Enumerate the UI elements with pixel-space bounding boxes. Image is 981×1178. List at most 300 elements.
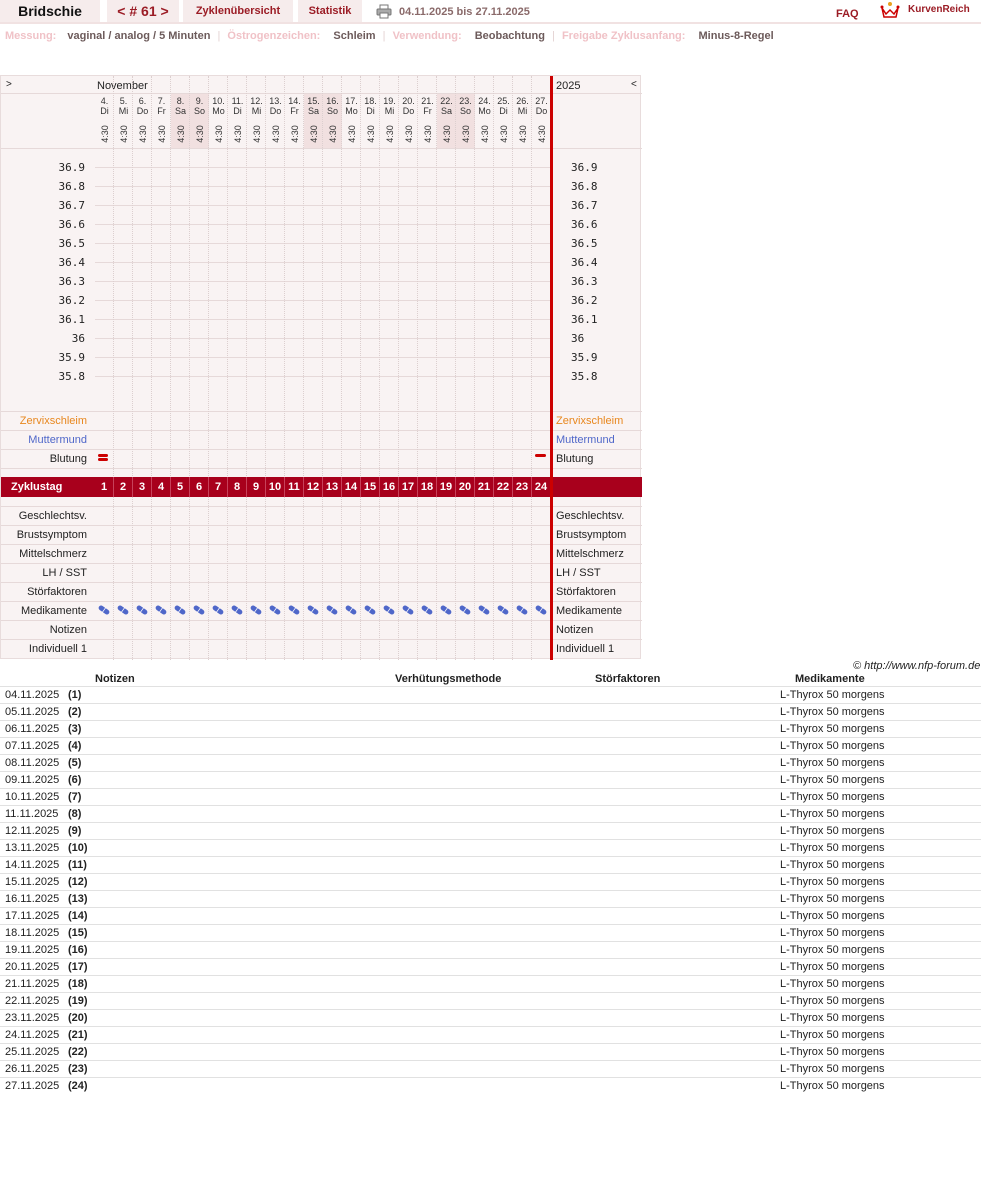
today-divider	[550, 76, 553, 660]
row-date: 18.11.2025	[5, 927, 60, 939]
day-column[interactable]	[304, 76, 323, 660]
bleeding-mark[interactable]	[98, 458, 108, 461]
row-medication: L-Thyrox 50 morgens	[780, 808, 885, 820]
header-medication: Medikamente	[795, 673, 865, 685]
day-number: 24.	[478, 96, 491, 106]
row-date: 12.11.2025	[5, 825, 60, 837]
pill-icon[interactable]	[211, 605, 225, 615]
row-label-right: Blutung	[556, 453, 594, 465]
table-row[interactable]	[0, 788, 981, 805]
row-label-right: Geschlechtsv.	[556, 510, 625, 522]
weekday: Do	[402, 106, 415, 116]
day-column[interactable]	[475, 76, 494, 660]
cycle-day-number[interactable]: 17	[399, 477, 418, 497]
row-cycle-day: (5)	[68, 757, 82, 769]
day-number: 5.	[119, 96, 128, 106]
day-column[interactable]	[437, 76, 456, 660]
row-medication: L-Thyrox 50 morgens	[780, 1080, 885, 1092]
weekday: So	[326, 106, 338, 116]
row-cycle-day: (11)	[68, 859, 87, 871]
row-cycle-day: (15)	[68, 927, 88, 939]
day-column[interactable]	[152, 76, 171, 660]
measure-time	[342, 122, 361, 146]
weekday: Mo	[212, 106, 225, 116]
row-label-right: Muttermund	[556, 434, 615, 446]
row-date: 14.11.2025	[5, 859, 60, 871]
cycle-day-number[interactable]: 7	[209, 477, 228, 497]
day-column[interactable]	[418, 76, 437, 660]
estrogen-value: Schleim	[333, 30, 376, 42]
temp-label-left: 35.9	[58, 351, 85, 364]
row-cycle-day: (18)	[68, 978, 88, 990]
header-disturbances: Störfaktoren	[595, 673, 661, 685]
cycle-day-number[interactable]: 24	[532, 477, 551, 497]
pill-icon[interactable]	[135, 605, 149, 615]
pill-icon[interactable]	[534, 605, 548, 615]
separator: |	[552, 30, 555, 42]
row-cycle-day: (23)	[68, 1063, 88, 1075]
measure-time-text: 4:30	[194, 125, 205, 143]
separator: |	[217, 30, 221, 42]
row-date: 07.11.2025	[5, 740, 60, 752]
cycle-day-number[interactable]: 2	[114, 477, 133, 497]
day-column[interactable]	[380, 76, 399, 660]
row-label-right: Notizen	[556, 624, 594, 636]
top-navigation-bar	[0, 0, 981, 24]
weekday: So	[459, 106, 471, 116]
weekday: Mi	[517, 106, 528, 116]
row-label-left: Mittelschmerz	[19, 548, 87, 560]
table-row[interactable]	[0, 720, 981, 737]
temp-label-right: 36.9	[571, 161, 598, 174]
table-row[interactable]	[0, 686, 981, 703]
row-date: 13.11.2025	[5, 842, 60, 854]
weekday: Sa	[174, 106, 186, 116]
row-label-left: Blutung	[49, 453, 87, 465]
pill-icon[interactable]	[496, 605, 510, 615]
cycle-day-number[interactable]: 4	[152, 477, 171, 497]
row-date: 23.11.2025	[5, 1012, 60, 1024]
measure-time	[209, 122, 228, 146]
measure-time-text: 4:30	[498, 125, 509, 143]
row-medication: L-Thyrox 50 morgens	[780, 859, 885, 871]
cycle-day-number[interactable]: 12	[304, 477, 323, 497]
table-row[interactable]	[0, 941, 981, 958]
day-columns	[95, 76, 551, 660]
row-cycle-day: (17)	[68, 961, 88, 973]
day-number: 25.	[497, 96, 510, 106]
row-label-right: Medikamente	[556, 605, 623, 617]
temp-label-left: 36.3	[58, 275, 85, 288]
measure-time	[380, 122, 399, 146]
weekday: Di	[233, 106, 242, 116]
row-date: 25.11.2025	[5, 1046, 60, 1058]
measure-time	[494, 122, 513, 146]
temp-label-left: 36.6	[58, 218, 85, 231]
temp-label-right: 36.8	[571, 180, 598, 193]
day-column[interactable]	[532, 76, 551, 660]
temp-label-right: 35.8	[571, 370, 598, 383]
weekday: Fr	[290, 106, 299, 116]
pill-icon[interactable]	[173, 605, 187, 615]
row-date: 15.11.2025	[5, 876, 60, 888]
measure-time-text: 4:30	[365, 125, 376, 143]
weekday: Fr	[423, 106, 432, 116]
day-column[interactable]	[285, 76, 304, 660]
weekday: Di	[366, 106, 375, 116]
header-notes: Notizen	[95, 673, 135, 685]
copyright[interactable]: © http://www.nfp-forum.de	[853, 660, 981, 672]
day-number: 4.	[100, 96, 109, 106]
row-date: 06.11.2025	[5, 723, 60, 735]
pill-icon[interactable]	[116, 605, 130, 615]
temp-label-left: 35.8	[58, 370, 85, 383]
measure-time	[361, 122, 380, 146]
table-row[interactable]	[0, 754, 981, 771]
table-row[interactable]	[0, 1043, 981, 1060]
pill-icon[interactable]	[230, 605, 244, 615]
pill-icon[interactable]	[249, 605, 263, 615]
day-column[interactable]	[361, 76, 380, 660]
day-number: 18.	[364, 96, 377, 106]
day-number: 21.	[421, 96, 434, 106]
row-medication: L-Thyrox 50 morgens	[780, 1046, 885, 1058]
crown-logo-icon[interactable]	[880, 0, 900, 20]
row-cycle-day: (10)	[68, 842, 88, 854]
row-medication: L-Thyrox 50 morgens	[780, 723, 885, 735]
measure-time-text: 4:30	[327, 125, 338, 143]
weekday: Do	[136, 106, 149, 116]
day-number: 26.	[516, 96, 529, 106]
row-cycle-day: (12)	[68, 876, 88, 888]
pill-icon[interactable]	[439, 605, 453, 615]
pill-icon[interactable]	[382, 605, 396, 615]
measure-label: Messung:	[5, 30, 57, 42]
estrogen-label: Östrogenzeichen:	[227, 30, 321, 42]
table-row[interactable]	[0, 1026, 981, 1043]
day-number: 20.	[402, 96, 415, 106]
temp-label-left: 36.4	[58, 256, 85, 269]
row-medication: L-Thyrox 50 morgens	[780, 689, 885, 701]
cycle-day-number[interactable]: 3	[133, 477, 152, 497]
row-cycle-day: (19)	[68, 995, 88, 1007]
day-number: 15.	[307, 96, 320, 106]
row-date: 26.11.2025	[5, 1063, 60, 1075]
row-medication: L-Thyrox 50 morgens	[780, 791, 885, 803]
day-column[interactable]	[456, 76, 475, 660]
weekday: Mo	[345, 106, 358, 116]
temp-label-right: 35.9	[571, 351, 598, 364]
day-number: 7.	[157, 96, 166, 106]
measure-time-text: 4:30	[118, 125, 129, 143]
measure-time	[247, 122, 266, 146]
row-label-left: Muttermund	[28, 434, 87, 446]
row-medication: L-Thyrox 50 morgens	[780, 893, 885, 905]
table-row[interactable]	[0, 975, 981, 992]
date-range: 04.11.2025 bis 27.11.2025	[399, 6, 530, 18]
day-column[interactable]	[228, 76, 247, 660]
row-date: 05.11.2025	[5, 706, 60, 718]
pill-icon[interactable]	[458, 605, 472, 615]
table-row[interactable]	[0, 856, 981, 873]
row-medication: L-Thyrox 50 morgens	[780, 927, 885, 939]
brand-name[interactable]: KurvenReich	[908, 4, 970, 15]
day-number: 27.	[535, 96, 548, 106]
cycle-day-number[interactable]: 23	[513, 477, 532, 497]
bleeding-mark[interactable]	[98, 454, 108, 457]
day-column[interactable]	[399, 76, 418, 660]
temp-label-right: 36.7	[571, 199, 598, 212]
row-date: 11.11.2025	[5, 808, 59, 820]
row-cycle-day: (4)	[68, 740, 82, 752]
day-number: 13.	[269, 96, 282, 106]
measure-time-text: 4:30	[99, 125, 110, 143]
row-date: 16.11.2025	[5, 893, 60, 905]
measure-time-text: 4:30	[517, 125, 528, 143]
cycle-day-number[interactable]: 22	[494, 477, 513, 497]
cycle-day-number[interactable]: 14	[342, 477, 361, 497]
temp-label-right: 36.4	[571, 256, 598, 269]
table-row[interactable]	[0, 1060, 981, 1077]
measure-time	[456, 122, 475, 146]
measure-time-text: 4:30	[156, 125, 167, 143]
temp-label-right: 36.2	[571, 294, 598, 307]
bleeding-mark[interactable]	[535, 454, 546, 457]
cycle-day-number[interactable]: 1	[95, 477, 114, 497]
measure-time-text: 4:30	[175, 125, 186, 143]
row-medication: L-Thyrox 50 morgens	[780, 978, 885, 990]
table-row[interactable]	[0, 839, 981, 856]
day-number: 14.	[288, 96, 301, 106]
temp-label-right: 36.3	[571, 275, 598, 288]
table-row[interactable]	[0, 924, 981, 941]
row-medication: L-Thyrox 50 morgens	[780, 876, 885, 888]
row-cycle-day: (9)	[68, 825, 82, 837]
release-label: Freigabe Zyklusanfang:	[561, 30, 686, 42]
header-contraception: Verhütungsmethode	[395, 673, 502, 685]
temp-label-left: 36	[71, 332, 85, 345]
measure-time-text: 4:30	[289, 125, 300, 143]
row-cycle-day: (7)	[68, 791, 82, 803]
day-column[interactable]	[513, 76, 532, 660]
pill-icon[interactable]	[363, 605, 377, 615]
row-date: 17.11.2025	[5, 910, 60, 922]
row-date: 04.11.2025	[5, 689, 60, 701]
weekday: Sa	[440, 106, 452, 116]
weekday: Di	[499, 106, 508, 116]
cycle-day-number[interactable]: 18	[418, 477, 437, 497]
pill-icon[interactable]	[515, 605, 529, 615]
day-column[interactable]	[342, 76, 361, 660]
faq-link[interactable]: FAQ	[836, 8, 859, 20]
cycle-day-number[interactable]: 16	[380, 477, 399, 497]
row-medication: L-Thyrox 50 morgens	[780, 1063, 885, 1075]
table-row[interactable]	[0, 703, 981, 720]
row-label-left: LH / SST	[42, 567, 87, 579]
cycle-day-number[interactable]: 15	[361, 477, 380, 497]
measure-time-text: 4:30	[308, 125, 319, 143]
row-label-right: Brustsymptom	[556, 529, 627, 541]
chart-nav-prev[interactable]: >	[6, 79, 12, 90]
day-column[interactable]	[247, 76, 266, 660]
measure-time	[133, 122, 152, 146]
cycle-day-number[interactable]: 8	[228, 477, 247, 497]
weekday: Mo	[478, 106, 491, 116]
temp-label-left: 36.2	[58, 294, 85, 307]
weekday: Sa	[307, 106, 319, 116]
row-medication: L-Thyrox 50 morgens	[780, 1029, 885, 1041]
temp-label-left: 36.5	[58, 237, 85, 250]
measure-time-text: 4:30	[536, 125, 547, 143]
row-date: 08.11.2025	[5, 757, 60, 769]
day-number: 6.	[138, 96, 147, 106]
table-row[interactable]	[0, 992, 981, 1009]
pill-icon[interactable]	[344, 605, 358, 615]
pill-icon[interactable]	[268, 605, 282, 615]
measure-time	[152, 122, 171, 146]
measure-time	[532, 122, 551, 146]
tab-statistics[interactable]: Statistik	[298, 0, 362, 22]
weekday: Do	[269, 106, 282, 116]
row-cycle-day: (21)	[68, 1029, 88, 1041]
measure-time-text: 4:30	[137, 125, 148, 143]
cycle-day-number[interactable]: 6	[190, 477, 209, 497]
row-label-left: Medikamente	[20, 605, 87, 617]
temp-label-left: 36.9	[58, 161, 85, 174]
day-column[interactable]	[323, 76, 342, 660]
temp-label-right: 36.6	[571, 218, 598, 231]
month-label: November	[97, 80, 148, 92]
day-column[interactable]	[171, 76, 190, 660]
day-number: 22.	[440, 96, 453, 106]
day-column[interactable]	[266, 76, 285, 660]
day-column[interactable]	[494, 76, 513, 660]
row-medication: L-Thyrox 50 morgens	[780, 842, 885, 854]
row-cycle-day: (6)	[68, 774, 82, 786]
measure-value: vaginal / analog / 5 Minuten	[67, 30, 211, 42]
cycle-day-number[interactable]: 11	[285, 477, 304, 497]
row-label-right: Störfaktoren	[556, 586, 616, 598]
row-medication: L-Thyrox 50 morgens	[780, 910, 885, 922]
day-number: 11.	[231, 96, 244, 106]
chart-nav-next[interactable]: <	[631, 79, 637, 90]
row-medication: L-Thyrox 50 morgens	[780, 706, 885, 718]
row-date: 19.11.2025	[5, 944, 60, 956]
row-label-left: Notizen	[49, 624, 87, 636]
measure-time	[513, 122, 532, 146]
day-column[interactable]	[209, 76, 228, 660]
pill-icon[interactable]	[192, 605, 206, 615]
table-row[interactable]	[0, 771, 981, 788]
table-row[interactable]	[0, 805, 981, 822]
table-row[interactable]	[0, 822, 981, 839]
measure-time-text: 4:30	[346, 125, 357, 143]
pill-icon[interactable]	[420, 605, 434, 615]
table-row[interactable]	[0, 737, 981, 754]
measure-time-text: 4:30	[213, 125, 224, 143]
row-cycle-day: (8)	[68, 808, 82, 820]
day-number: 9.	[195, 96, 204, 106]
separator: |	[382, 30, 386, 42]
cycle-settings	[5, 30, 774, 42]
table-row[interactable]	[0, 890, 981, 907]
tab-cycle-overview[interactable]: Zyklenübersicht	[183, 0, 293, 22]
pill-icon[interactable]	[97, 605, 111, 615]
cycle-day-number[interactable]: 10	[266, 477, 285, 497]
print-icon[interactable]	[376, 4, 392, 19]
cycle-day-number[interactable]: 19	[437, 477, 456, 497]
day-column[interactable]	[95, 76, 114, 660]
pill-icon[interactable]	[154, 605, 168, 615]
row-medication: L-Thyrox 50 morgens	[780, 961, 885, 973]
temp-label-right: 36	[571, 332, 585, 345]
row-date: 10.11.2025	[5, 791, 60, 803]
row-cycle-day: (22)	[68, 1046, 88, 1058]
row-label-right: Zervixschleim	[556, 415, 624, 427]
measure-time	[304, 122, 323, 146]
row-date: 21.11.2025	[5, 978, 60, 990]
temp-label-right: 36.1	[571, 313, 598, 326]
table-row[interactable]	[0, 1077, 981, 1094]
day-number: 12.	[250, 96, 263, 106]
measure-time-text: 4:30	[403, 125, 414, 143]
pill-icon[interactable]	[287, 605, 301, 615]
row-cycle-day: (16)	[68, 944, 88, 956]
pill-icon[interactable]	[477, 605, 491, 615]
table-row[interactable]	[0, 958, 981, 975]
day-number: 17.	[345, 96, 358, 106]
cycle-navigator[interactable]: < # 61 >	[107, 0, 179, 22]
cycle-day-number[interactable]: 13	[323, 477, 342, 497]
measure-time-text: 4:30	[460, 125, 471, 143]
cycle-day-number[interactable]: 20	[456, 477, 475, 497]
table-row[interactable]	[0, 873, 981, 890]
pill-icon[interactable]	[401, 605, 415, 615]
cycle-day-number[interactable]: 9	[247, 477, 266, 497]
temp-label-left: 36.7	[58, 199, 85, 212]
day-column[interactable]	[190, 76, 209, 660]
day-column[interactable]	[114, 76, 133, 660]
cycle-day-number[interactable]: 5	[171, 477, 190, 497]
cycle-chart	[0, 75, 641, 659]
table-row[interactable]	[0, 907, 981, 924]
row-cycle-day: (20)	[68, 1012, 88, 1024]
row-cycle-day: (13)	[68, 893, 88, 905]
row-cycle-day: (14)	[68, 910, 88, 922]
weekday: Mi	[251, 106, 262, 116]
user-tab[interactable]: Bridschie	[0, 0, 100, 22]
measure-time	[190, 122, 209, 146]
day-column[interactable]	[133, 76, 152, 660]
table-row[interactable]	[0, 1009, 981, 1026]
measure-time	[114, 122, 133, 146]
pill-icon[interactable]	[306, 605, 320, 615]
row-label-right: Mittelschmerz	[556, 548, 624, 560]
weekday: Di	[100, 106, 109, 116]
row-label-left: Geschlechtsv.	[18, 510, 87, 522]
row-cycle-day: (2)	[68, 706, 82, 718]
row-date: 27.11.2025	[5, 1080, 60, 1092]
cycle-day-number[interactable]: 21	[475, 477, 494, 497]
row-medication: L-Thyrox 50 morgens	[780, 774, 885, 786]
row-medication: L-Thyrox 50 morgens	[780, 995, 885, 1007]
pill-icon[interactable]	[325, 605, 339, 615]
measure-time-text: 4:30	[232, 125, 243, 143]
row-medication: L-Thyrox 50 morgens	[780, 757, 885, 769]
measure-time	[418, 122, 437, 146]
measure-time-text: 4:30	[441, 125, 452, 143]
weekday: Do	[535, 106, 548, 116]
